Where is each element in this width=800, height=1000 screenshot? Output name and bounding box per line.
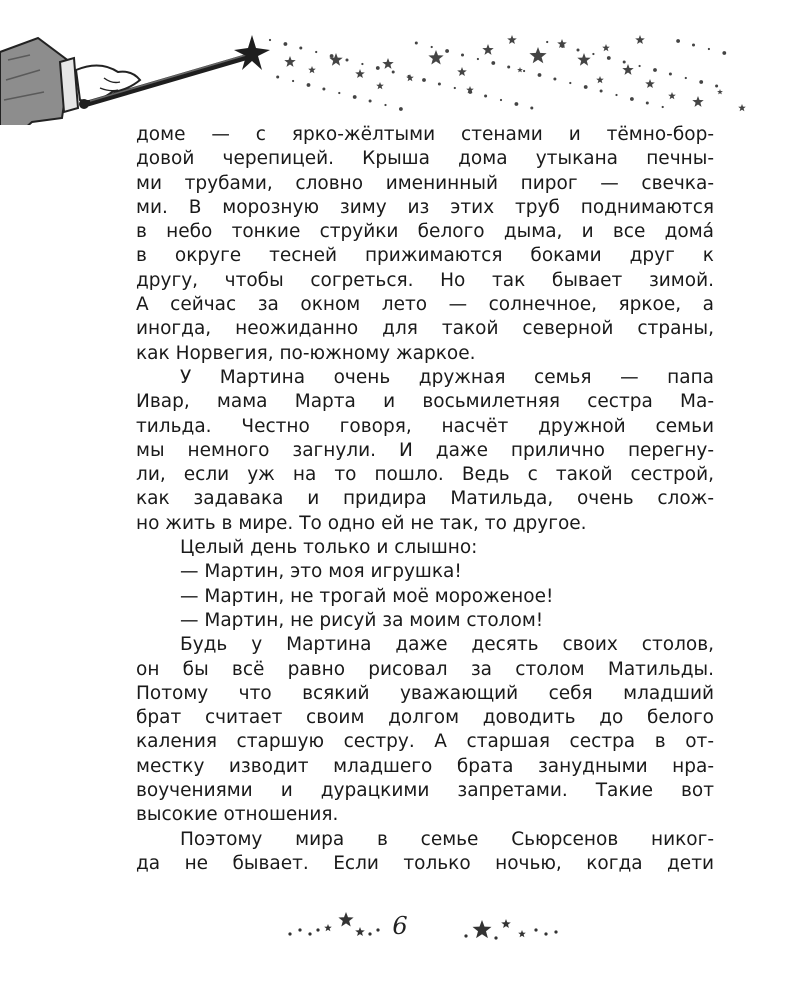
sparkle-dot: [484, 95, 487, 98]
sparkle-dot: [438, 83, 441, 86]
sparkle-dot: [538, 73, 542, 77]
sparkle-dot: [338, 92, 340, 94]
sparkle-dot: [284, 42, 288, 46]
sparkle-star-icon: [406, 74, 414, 81]
sparkle-dot: [569, 82, 571, 84]
sparkle-star-icon: [668, 92, 676, 99]
text-line: но жить в мире. То одно ей не так, то другое.: [136, 512, 587, 534]
sparkle-dot: [607, 56, 611, 60]
text-line: как Норвегия, по-южному жаркое.: [136, 342, 476, 364]
sparkle-star-icon: [308, 66, 316, 73]
sparkle-dot: [685, 77, 687, 79]
sparkle-dot: [361, 63, 363, 65]
sparkle-dot: [699, 80, 703, 84]
sparkle-star-icon: [428, 50, 443, 65]
wand-star-icon: [234, 35, 270, 70]
sparkle-dot: [445, 49, 449, 53]
text-line: Поэтому мира в семье Сьюрсенов никог-: [180, 828, 714, 850]
text-line: брат считает своим долгом доводить до белого: [136, 707, 714, 729]
sparkle-dot: [408, 75, 410, 77]
text-line: воучениями и дурацкими запретами. Такие вот: [136, 780, 714, 802]
text-line: ми. В морозную зиму из этих труб поднимаются: [136, 196, 714, 218]
sparkle-dot: [523, 70, 525, 72]
sparkle-dot: [292, 80, 294, 82]
sparkle-star-icon: [482, 44, 493, 55]
sparkle-dot: [415, 42, 418, 45]
sparkle-dot: [669, 73, 672, 76]
text-line: тильда. Честно говоря, насчёт дружной семьи: [136, 415, 714, 437]
sparkle-star-icon: [622, 64, 633, 75]
sparkle-dot: [399, 107, 403, 111]
sparkle-dot: [692, 44, 695, 47]
sparkle-dot: [615, 94, 617, 96]
sparkle-dot: [353, 95, 357, 99]
sparkle-dot: [346, 59, 349, 62]
sparkle-dot: [276, 76, 279, 79]
sparkle-dot: [646, 102, 649, 105]
text-line: он бы всё равно рисовал за столом Матильды.: [136, 658, 714, 680]
sparkle-dot: [422, 78, 426, 82]
sparkle-dot: [461, 54, 464, 57]
sparkle-dot: [584, 85, 588, 89]
star-trail: [269, 35, 746, 111]
magic-wand-illustration: [0, 0, 800, 125]
sparkle-dot: [623, 61, 626, 64]
text-line: Ивар, мама Марта и восьмилетняя сестра Ма-: [136, 391, 714, 413]
sparkle-dot: [662, 106, 664, 108]
sparkle-star-icon: [717, 89, 723, 94]
text-line: доме — с ярко-жёлтыми стенами и тёмно-бор-: [136, 124, 714, 145]
sparkle-dot: [600, 90, 603, 93]
text-line: Целый день только и слышно:: [180, 537, 478, 559]
text-line: — Мартин, не трогай моё мороженое!: [180, 585, 554, 607]
text-line: другу, чтобы согреться. Но так бывает зимой.: [136, 269, 714, 291]
sparkle-dot: [500, 99, 502, 101]
sparkle-star-icon: [529, 47, 546, 63]
sparkle-dot: [676, 39, 680, 43]
text-line: да не бывает. Если только ночью, когда дети: [136, 852, 714, 874]
sparkle-dot: [369, 100, 372, 103]
sparkle-star-icon: [738, 104, 746, 111]
sleeve-shape: [0, 38, 70, 125]
sparkle-star-icon: [284, 56, 295, 67]
sparkle-dot: [577, 49, 580, 52]
cuff-shape: [60, 58, 78, 112]
sparkle-dot: [592, 53, 594, 55]
sparkle-star-icon: [635, 35, 645, 44]
body-text: [136, 123, 714, 876]
sparkle-star-icon: [577, 53, 590, 66]
text-line: У Мартина очень дружная семья — папа: [180, 366, 714, 388]
sparkle-star-icon: [376, 82, 384, 89]
text-line: высокие отношения.: [136, 804, 339, 826]
sparkle-dot: [515, 102, 519, 106]
text-line: — Мартин, не рисуй за моим столом!: [180, 609, 544, 631]
text-line: иногда, неожиданно для такой северной страны,: [136, 318, 714, 340]
sparkle-dot: [330, 54, 334, 58]
sparkle-dot: [477, 58, 479, 60]
sparkle-star-icon: [517, 67, 523, 72]
text-line: А сейчас за окном лето — солнечное, яркое, а: [136, 294, 714, 316]
text-line: ли, если уж на то пошло. Ведь с такой сестрой,: [136, 464, 714, 486]
sparkle-dot: [561, 44, 565, 48]
sparkle-dot: [530, 107, 533, 110]
sparkle-dot: [491, 61, 495, 65]
sparkle-dot: [315, 51, 317, 53]
text-line: местку изводит младшего брата занудными нра-: [136, 755, 714, 777]
text-line: Будь у Мартина даже десять своих столов,: [180, 634, 714, 656]
text-line: в округе тесней прижимаются боками друг к: [136, 245, 714, 267]
sparkle-star-icon: [457, 67, 467, 76]
sparkle-dot: [376, 66, 380, 70]
sparkle-dot: [722, 51, 726, 55]
sparkle-dot: [384, 104, 386, 106]
text-line: Потому что всякий уважающий себя младший: [136, 682, 714, 704]
sparkle-star-icon: [596, 76, 604, 83]
sparkle-star-icon: [382, 58, 393, 69]
text-line: как задавака и придира Матильда, очень слож-: [136, 488, 714, 510]
sparkle-star-icon: [602, 44, 610, 51]
sparkle-dot: [553, 78, 556, 81]
text-line: в небо тонкие струйки белого дыма, и все домá: [136, 221, 714, 243]
sparkle-dot: [639, 65, 641, 67]
sparkle-dot: [715, 85, 718, 88]
sparkle-dot: [507, 66, 510, 69]
page-number: 6: [392, 912, 408, 940]
sparkle-dot: [546, 41, 548, 43]
sparkle-dot: [454, 87, 456, 89]
text-line: ми трубами, словно именинный пирог — свечка-: [136, 172, 714, 194]
sparkle-dot: [431, 46, 433, 48]
sparkle-star-icon: [645, 79, 655, 88]
sparkle-star-icon: [507, 35, 517, 44]
text-line: мы немного загнули. И даже прилично перегну-: [136, 439, 714, 461]
text-line: каления старшую сестру. А старшая сестра в от-: [136, 731, 714, 753]
sparkle-dot: [307, 83, 311, 87]
sparkle-dot: [299, 47, 302, 50]
sparkle-dot: [630, 97, 634, 101]
sparkle-star-icon: [355, 69, 365, 78]
text-line: — Мартин, это моя игрушка!: [180, 561, 462, 583]
sparkle-dot: [392, 71, 395, 74]
sparkle-star-icon: [692, 96, 703, 107]
sparkle-dot: [468, 90, 472, 94]
sparkle-dot: [322, 88, 325, 91]
text-line: довой черепицей. Крыша дома утыкана печны-: [136, 148, 714, 170]
sparkle-dot: [653, 68, 657, 72]
sparkle-dot: [269, 39, 271, 41]
sparkle-dot: [708, 48, 710, 50]
